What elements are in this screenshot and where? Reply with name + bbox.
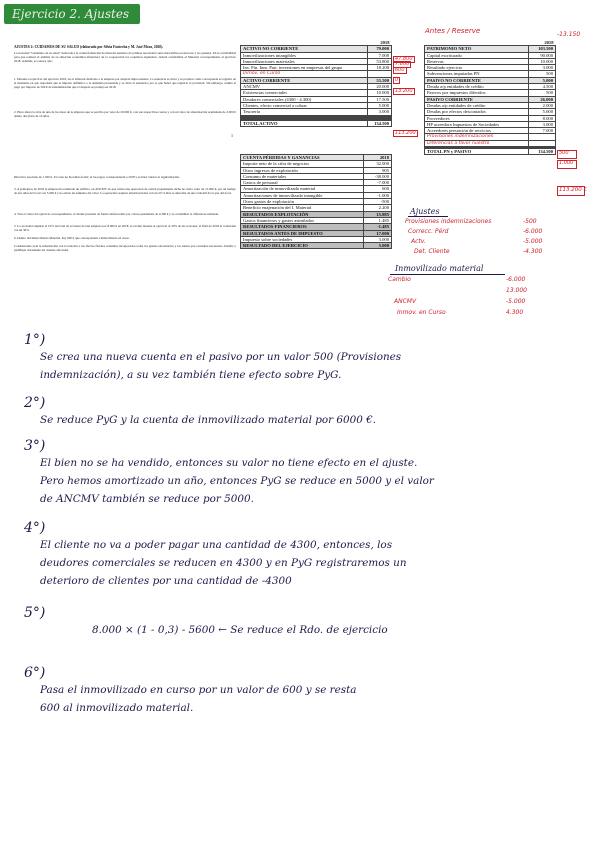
row-value: 103.500	[529, 46, 556, 52]
exercise-intro: La sociedad "Cuidamos de su salud" dedicada a la comercialización de material sanitario de primera necesidad como mascarillas protectoras y los guantes. En la contabilidad para que realizar el análisis de su situación económico-financiera de la cooperación los requisitos siguientes, deberá contabilizar el Material correspondiente al ejercicio 2018. Además, se conoce que:	[14, 51, 236, 64]
row-value: 5.000	[364, 243, 392, 249]
row-value: 15.885	[364, 211, 392, 217]
answer-number: 3°)	[24, 438, 46, 454]
exercise-point-2: 2. Hace ahora la obra de una de las áreas de la empresa que se perciba por valor de 20.000 €, con sus respectivas cuotas y con un valor de amortización acumulada de 2.000 € dentro del plazo de 10 años.	[14, 110, 236, 119]
row-label: Consumo de materiales	[241, 173, 364, 179]
row-value: 10.000	[529, 58, 556, 64]
adjust-heading-2: Inmovilizado material	[395, 264, 484, 273]
active-balance-table	[240, 40, 392, 127]
adjust-item-label: Provisiones indemnizaciones	[405, 218, 492, 225]
adjust-item-value: -5.000	[506, 298, 526, 305]
row-label: Capital escriturado	[425, 52, 529, 58]
row-value: 17.500	[367, 96, 391, 102]
row-label: Tesorería	[241, 109, 368, 115]
row-value: 55.500	[367, 77, 391, 83]
row-label: ANCMV	[241, 84, 368, 90]
row-label: ACTIVO NO CORRIENTE	[241, 46, 368, 52]
row-value: 134.500	[367, 120, 391, 126]
row-value: 20.000	[367, 84, 391, 90]
row-value: 7.000	[529, 128, 556, 134]
row-value: -38.000	[364, 173, 392, 179]
answer-line: deterioro de clientes por una cantidad de -4300	[40, 575, 292, 587]
answer-line: Se reduce PyG y la cuenta de inmovilizado material por 6000 €.	[40, 414, 377, 426]
answer-number: 1°)	[24, 332, 46, 348]
provision-note: 500	[559, 150, 569, 156]
row-value: 4.500	[529, 84, 556, 90]
adjust-item-label: ANCMV	[394, 298, 417, 305]
adjust-heading: Ajustes	[410, 207, 440, 216]
exercise-closing: Considerando toda la información con la relación a los efectos fiscales contables incorporados todas los ajustes encontrados y los saldos que considere necesarios. Detalle y justifique claramente las cuentas afectadas.	[14, 244, 236, 253]
answer-line: El cliente no va a poder pagar una cantidad de 4300, entonces, los	[40, 539, 393, 551]
row-value: 3.000	[367, 109, 391, 115]
exercise-heading: AJUSTES 2: CUIDAMOS DE SU SALUD (elaborado por Silvia Fontecha y M. José Mora, 2020).	[14, 45, 164, 49]
answer-number: 4°)	[24, 520, 46, 536]
adjust-item-value: -5.000	[523, 238, 543, 245]
exercise-point-6: 6. Dentro del Inmovilizado Material, hay 600 € que corresponden a inmovilizado en curso.	[14, 236, 130, 240]
row-value: 18.200	[367, 65, 391, 71]
row-value: 600	[364, 186, 392, 192]
row-label: PASIVO CORRIENTE	[425, 96, 529, 102]
row-value: 32.000	[364, 161, 392, 167]
adjust-item-label: Actv.	[411, 238, 426, 245]
exercise-point-3: 3. A principios de 2018 la empresa ha realizado un edificio, en ANCMV en que existe una operación de cesión propiamente dicha de cierto valor de 15.000 €, por un tiempo de dos años del local con 5.000 € y no existe un aumento del valor. La operación requiere amortizaciones con un 20 % más se amortiza de una vida útil de la que del local.	[14, 187, 236, 196]
row-value: 2.200	[364, 205, 392, 211]
row-label: Inv. Fin. Inm. Part. inversiones en empresas del grupo	[241, 65, 368, 71]
adjust-item-value: -6.000	[523, 228, 543, 235]
adjust-item-label: Cambio	[388, 276, 411, 283]
row-value: 17.000	[364, 230, 392, 236]
active-row-note: 7.800	[395, 61, 410, 68]
adjust-item-label: Inmov. en Curso	[397, 309, 446, 316]
answer-line: Pasa el inmovilizado en curso por un valor de 600 y se resta	[40, 684, 357, 696]
profit-loss-table	[240, 154, 392, 249]
row-value: 10.000	[367, 90, 391, 96]
answer-number: 6°)	[24, 665, 46, 681]
row-label: HP acreedora Impuestos de Sociedades	[425, 121, 529, 127]
passive-total-note: 113.200 €	[559, 187, 587, 193]
row-label: Deudas a/p entidades de crédito	[425, 102, 529, 108]
row-value: 5.000	[367, 102, 391, 108]
row-label: Resultado ejercicio	[425, 65, 529, 71]
row-value: 134.500	[529, 149, 556, 155]
row-label: Proveedores	[425, 115, 529, 121]
row-label: Inmovilizaciones materiales	[241, 58, 368, 64]
adjust-item-value: -6.000	[506, 276, 526, 283]
row-label: Otros gastos de explotación	[241, 199, 364, 205]
row-label: PATRIMONIO NETO	[425, 46, 529, 52]
row-label: Deudores comerciales (4300 - 4.300)	[241, 96, 368, 102]
exercise-point-5: 5. La sociedad adquirió el 10% del total de acciones de una empresa por 8.000 € en 2018; se evaluó durante el ejercicio al 30% de las acciones; al final de 2018 la cotización cae un 30%.	[14, 224, 236, 233]
row-value: 90.000	[529, 52, 556, 58]
row-value: 79.000	[367, 46, 391, 52]
answer-line: Pero hemos amortizado un año, entonces PyG se reduce en 5000 y el valor	[40, 475, 434, 487]
answer-number: 5°)	[24, 605, 46, 621]
row-value: 8.000	[529, 115, 556, 121]
row-label: Gastos de personal	[241, 180, 364, 186]
row-value: 500	[529, 90, 556, 96]
row-label: Importe neto de la cifra de negocios	[241, 161, 364, 167]
row-label: Otros ingresos de explotación	[241, 167, 364, 173]
row-label: ACTIVO CORRIENTE	[241, 77, 368, 83]
active-row-note: 47.800	[395, 55, 413, 62]
title-banner	[4, 4, 140, 24]
adjust-item-label: Det. Cliente	[414, 248, 450, 255]
row-value: 2.000	[529, 102, 556, 108]
row-label: Inmovilizaciones intangibles	[241, 52, 368, 58]
year-label: 2018	[380, 40, 390, 45]
row-value: 3.000	[364, 236, 392, 242]
row-label: RESULTADOS ANTES DE IMPUESTO	[241, 230, 364, 236]
row-value: 26.000	[529, 96, 556, 102]
active-row-note: 13.200	[395, 87, 413, 94]
row-value: 3.000	[529, 121, 556, 127]
row-label: Subvenciones imputadas PN	[425, 71, 529, 77]
row-label: Inmov. en Curso	[241, 71, 368, 77]
table-row	[241, 243, 392, 249]
answer-line: de ANCMV también se reduce por 5000.	[40, 493, 254, 505]
pl-header: CUENTA PÉRDIDAS Y GANANCIAS	[241, 155, 364, 161]
adjust-item-value: 4.300	[506, 309, 524, 316]
row-label: Provisiones indemnizaciones	[425, 134, 529, 140]
passive-balance-table	[424, 40, 556, 155]
row-label: Amortización de inmovilizado material	[241, 186, 364, 192]
exercise-point-4: 4. Tras el cierre del ejercicio correspondiente, el cliente presentó de forma desfavorable por cobros pendientes de 4.300 € y se contabilizó la diferencia estimada.	[14, 212, 219, 216]
passive-header-value: -13.150	[557, 31, 581, 38]
answer-number: 2°)	[24, 395, 46, 411]
row-value: 905	[364, 167, 392, 173]
adjust-item-value: -4.300	[523, 248, 543, 255]
table-row	[241, 120, 392, 126]
row-label: TOTAL ACTIVO	[241, 120, 368, 126]
active-row-note: 600	[395, 66, 405, 73]
answer-line: Se crea una nueva cuenta en el pasivo por un valor 500 (Provisiones	[40, 351, 402, 363]
answers-section	[0, 320, 600, 740]
table-row	[425, 149, 556, 155]
row-value: -500	[364, 199, 392, 205]
row-value: -1.485	[364, 224, 392, 230]
row-label: Existencias comerciales	[241, 90, 368, 96]
row-value: 53.800	[367, 58, 391, 64]
row-label: Gastos financieros y gastos asimilados	[241, 217, 364, 223]
row-label: Diferencias a favor nuestro	[425, 140, 529, 146]
exercise-point-1: 1. Durante el ejercicio del ejercicio 2018, en el almacén dedicado a la empresa por despido improcedente. La sentencia se dictó y se produce como corresponde se registró en el momento en que respondía que el importe definitivo a la demanda presentada y se dictó la sentencia; por lo que habrá que registrar la provisión. Sin embargo, estimó el pago por importe de 500 € de indemnización que el despido se produjo en 2018.	[14, 77, 236, 90]
row-label: Deuda a/p entidades de crédito	[425, 84, 529, 90]
answer-line: 8.000 × (1 - 0,3) - 5600 ← Se reduce el Rdo. de ejercicio	[92, 624, 388, 636]
row-label: RESULTADO DEL EJERCICIO	[241, 243, 364, 249]
difference-note: 1.000	[559, 160, 574, 166]
row-label: Amortizaciones de inmovilizado intangible	[241, 192, 364, 198]
row-label: Pasivos por impuestos diferidos	[425, 90, 529, 96]
row-label: TOTAL PN y PASIVO	[425, 149, 529, 155]
row-label: Reservas	[425, 58, 529, 64]
exercise-cont-1: Directivo asociado de 1.500 €. El coste no ha tenido fecha; el los pagos corresponderán a 2018 y se hará constar la regularización.	[14, 175, 180, 179]
row-value: 3.000	[529, 65, 556, 71]
answer-line: 600 al inmovilizado material.	[40, 702, 194, 714]
active-row-note: 113.200	[395, 130, 416, 137]
passive-header-note: Antes / Reserve	[425, 27, 481, 35]
row-label: Clientes, efecto comercial a cobrar	[241, 102, 368, 108]
row-value: 7.000	[367, 52, 391, 58]
active-row-note: 0	[395, 77, 399, 84]
row-label: Impuesto sobre sociedades	[241, 236, 364, 242]
row-label: RESULTADOS EXPLOTACIÓN	[241, 211, 364, 217]
row-label: PASIVO NO CORRIENTE	[425, 77, 529, 83]
adjust-item-value: 13.000	[506, 287, 527, 294]
answer-line: deudores comerciales se reducen en 4300 y en PyG registraremos un	[40, 557, 407, 569]
row-value: 500	[529, 71, 556, 77]
row-label: Acreedores prestación de servicios	[425, 128, 529, 134]
row-value: 5.000	[529, 109, 556, 115]
row-value: 1.485	[364, 217, 392, 223]
row-value: -7.000	[364, 180, 392, 186]
page-title: Ejercicio 2. Ajustes	[12, 7, 130, 21]
answer-line: indemnización), a su vez también tiene efecto sobre PyG.	[40, 369, 342, 381]
row-label: Beneficio enajenación del I. Material	[241, 205, 364, 211]
adjust-item-value: -500	[523, 218, 537, 225]
pl-year: 2018	[364, 155, 392, 161]
adjust-item-label: Correcc. Pérd	[408, 228, 449, 235]
page-number: 1	[231, 133, 233, 138]
answer-line: El bien no se ha vendido, entonces su valor no tiene efecto en el ajuste.	[40, 457, 418, 469]
row-value: 5.000	[529, 77, 556, 83]
year-label: 2018	[544, 40, 554, 45]
row-label: RESULTADOS FINANCIEROS	[241, 224, 364, 230]
row-label: Deudas por efectos descontados	[425, 109, 529, 115]
row-value: -1.000	[364, 192, 392, 198]
